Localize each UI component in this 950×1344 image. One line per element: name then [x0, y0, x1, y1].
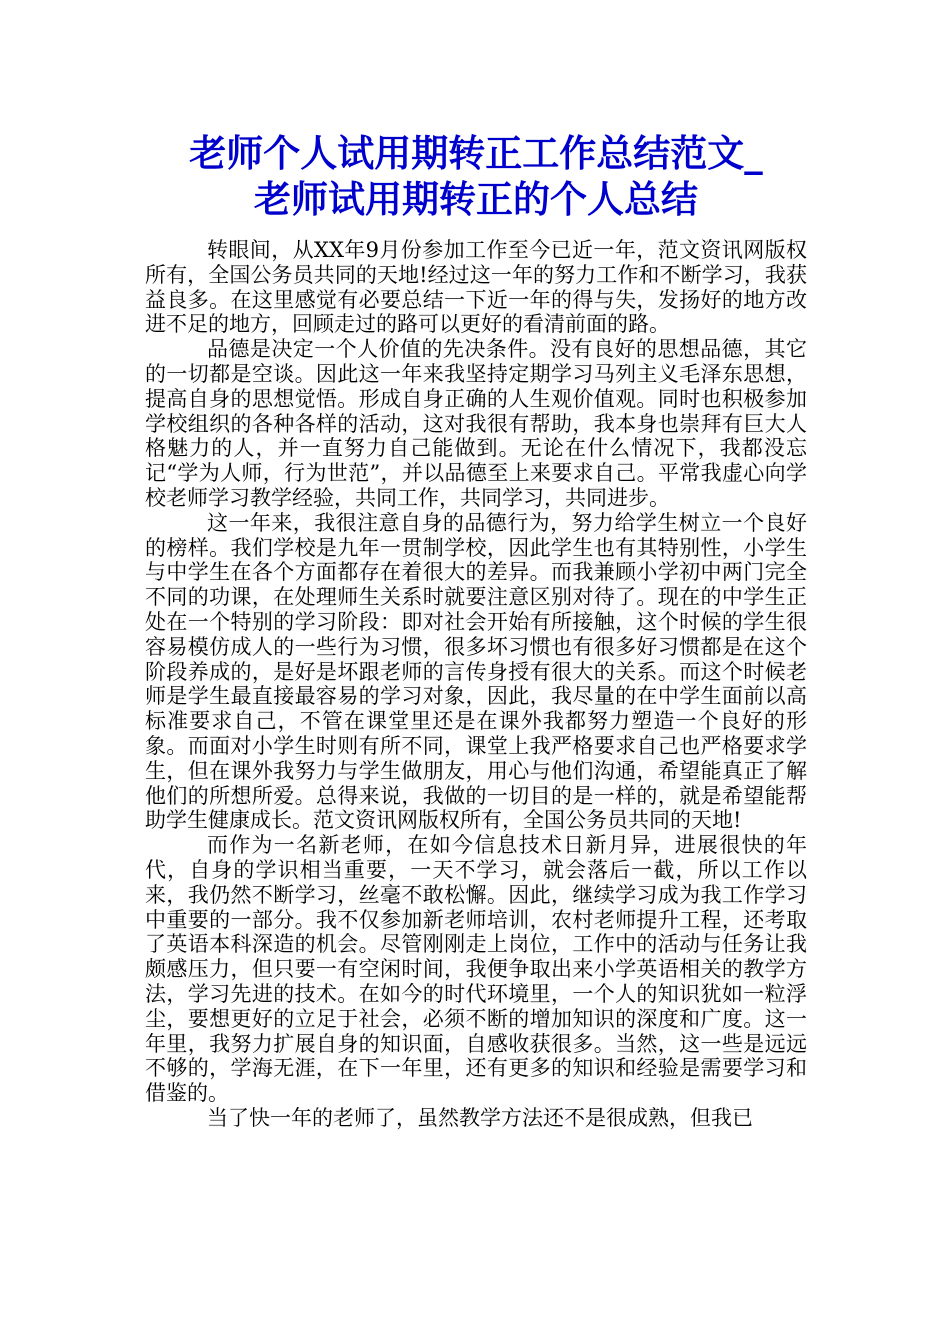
document-body	[145, 238, 807, 1131]
title-line-1: 老师个人试用期转正工作总结范文_	[189, 131, 763, 175]
paragraph: 而作为一名新老师，在如今信息技术日新月异，进展很快的年代，自身的学识相当重要，一天不学习，就会落后一截，所以工作以来，我仍然不断学习，丝毫不敢松懈。因此，继续学习成为我工作学习中重要的一部分。我不仅参加新老师培训，农村老师提升工程，还考取了英语本科深造的机会。尽管刚刚走上岗位，工作中的活动与任务让我颇感压力，但只要一有空闲时间，我便争取出来小学英语相关的教学方法，学习先进的技术。在如今的时代环境里，一个人的知识犹如一粒浮尘，要想更好的立足于社会，必须不断的增加知识的深度和广度。这一年里，我努力扩展自身的知识面，自感收获很多。当然，这一些是远远不够的，学海无涯，在下一年里，还有更多的知识和经验是需要学习和借鉴的。	[145, 833, 807, 1106]
title-line-2: 老师试用期转正的个人总结	[254, 177, 698, 221]
document-page	[145, 130, 807, 1131]
paragraph: 这一年来，我很注意自身的品德行为，努力给学生树立一个良好的榜样。我们学校是九年一贯制学校，因此学生也有其特别性，小学生与中学生在各个方面都存在着很大的差异。而我兼顾小学初中两门完全不同的功课，在处理师生关系时就要注意区别对待了。现在的中学生正处在一个特别的学习阶段：即对社会开始有所接触，这个时候的学生很容易模仿成人的一些行为习惯，很多坏习惯也有很多好习惯都是在这个阶段养成的，是好是坏跟老师的言传身授有很大的关系。而这个时候老师是学生最直接最容易的学习对象，因此，我尽量的在中学生面前以高标准要求自己，不管在课堂里还是在课外我都努力塑造一个良好的形象。而面对小学生时则有所不同，课堂上我严格要求自己也严格要求学生，但在课外我努力与学生做朋友，用心与他们沟通，希望能真正了解他们的所想所爱。总得来说，我做的一切目的是一样的，就是希望能帮助学生健康成长。范文资讯网版权所有，全国公务员共同的天地!	[145, 510, 807, 833]
paragraph: 转眼间，从XX年9月份参加工作至今已近一年，范文资讯网版权所有，全国公务员共同的天地!经过这一年的努力工作和不断学习，我获益良多。在这里感觉有必要总结一下近一年的得与失，发扬好的地方改进不足的地方，回顾走过的路可以更好的看清前面的路。	[145, 238, 807, 337]
paragraph: 当了快一年的老师了，虽然教学方法还不是很成熟，但我已	[207, 1105, 753, 1130]
paragraph: 品德是决定一个人价值的先决条件。没有良好的思想品德，其它的一切都是空谈。因此这一年来我坚持定期学习马列主义毛泽东思想，提高自身的思想觉悟。形成自身正确的人生观价值观。同时也积极参加学校组织的各种各样的活动，这对我很有帮助，我本身也崇拜有巨大人格魅力的人，并一直努力自己能做到。无论在什么情况下，我都没忘记“学为人师，行为世范”，并以品德至上来要求自己。平常我虚心向学校老师学习教学经验，共同工作，共同学习，共同进步。	[145, 337, 807, 510]
document-title	[145, 130, 807, 222]
